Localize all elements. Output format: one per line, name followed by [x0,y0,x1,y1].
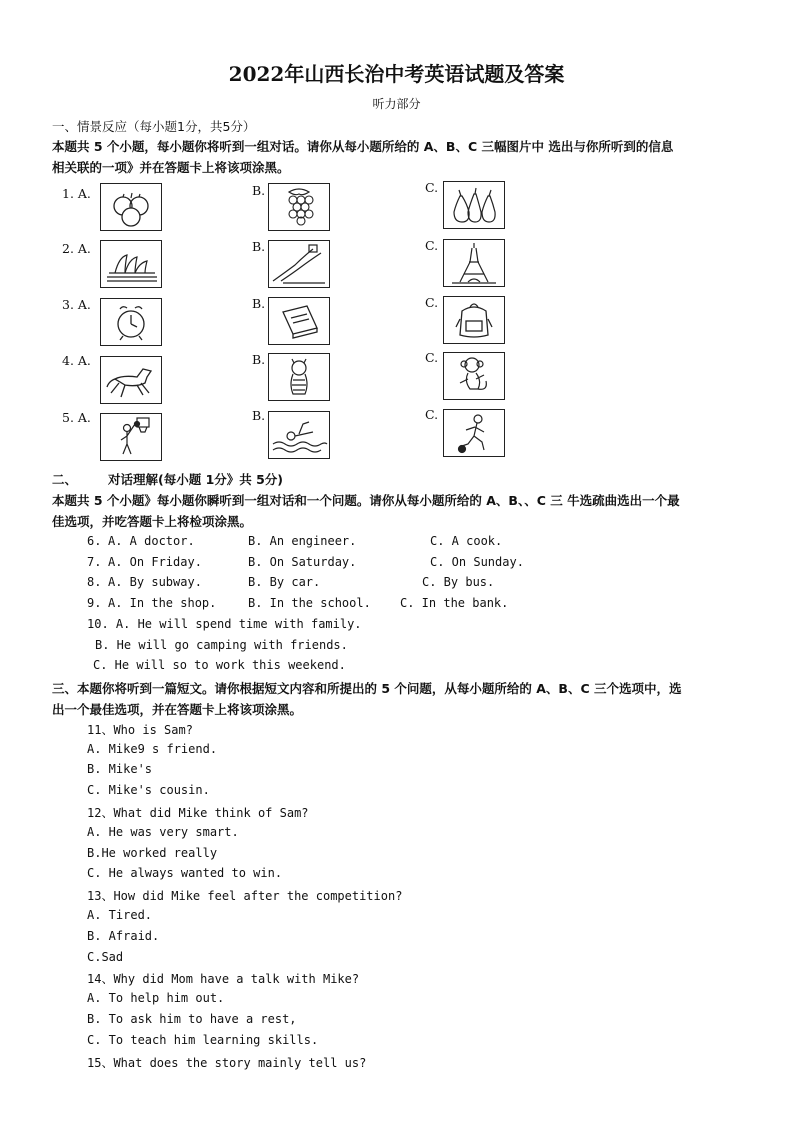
book-icon [269,298,329,344]
eiffel-tower-icon [444,240,504,286]
q8-option-b: B. By car. [248,575,321,589]
basketball-player-icon [101,414,161,460]
opera-house-icon [101,241,161,287]
soccer-player-icon [444,410,504,456]
q13-option-c: C.Sad [87,950,124,964]
q10-option-a: 10. A. He will spend time with family. [87,617,362,631]
q12-question: 12、What did Mike think of Sam? [87,806,309,820]
option-1c-pears[interactable] [443,181,505,229]
option-3b-book[interactable] [268,297,330,345]
q9-number: 9. [87,596,102,610]
page-title: 2022年山西长治中考英语试题及答案 [228,62,565,86]
q11-option-a: A. Mike9 s friend. [87,742,218,756]
q8-option-c: C. By bus. [422,575,495,589]
pears-icon [444,182,504,228]
q9-option-c: C. In the bank. [400,596,509,610]
option-2c-eiffel-tower[interactable] [443,239,505,287]
q10-option-c: C. He will so to work this weekend. [93,658,346,672]
section2-heading: 对话理解(每小题 1分》共 5分) [108,472,284,487]
q12-option-a: A. He was very smart. [87,825,239,839]
q7-option-c: C. On Sunday. [430,555,524,569]
q6-option-b: B. An engineer. [248,534,357,548]
q7-number: 7. [87,555,102,569]
q10-option-b: B. He will go camping with friends. [95,638,348,652]
q14-question: 14、Why did Mom have a talk with Mike? [87,972,360,986]
row1-label-c: C. [425,180,439,195]
option-4a-horse[interactable] [100,356,162,404]
q13-option-a: A. Tired. [87,908,153,922]
row4-label-b: B. [252,352,266,367]
q9-option-a: A. In the shop. [108,596,217,610]
grapes-icon [269,184,329,230]
great-wall-icon [269,241,329,287]
q7-option-a: A. On Friday. [108,555,202,569]
option-3c-backpack[interactable] [443,296,505,344]
option-3a-alarm-clock[interactable] [100,298,162,346]
section1-instruction-line2: 相关联的一项》并在答题卡上将该项涂黑。 [52,160,290,175]
option-4b-tiger[interactable] [268,353,330,401]
monkey-icon [444,353,504,399]
horse-icon [101,357,161,403]
row5-label-c: C. [425,407,439,422]
q14-option-a: A. To help him out. [87,991,225,1005]
row3-label-b: B. [252,296,266,311]
row5-label-a: 5. A. [62,410,91,425]
section2-instruction-line1: 本题共 5 个小题》每小题你瞬听到一组对话和一个问题。请你从每小题所给的 A、B、、C 三 牛选疏曲选出一个最 [52,493,680,508]
q11-option-b: B. Mike's [87,762,153,776]
row4-label-c: C. [425,350,439,365]
q6-number: 6. [87,534,102,548]
q6-option-a: A. A doctor. [108,534,195,548]
q11-question: 11、Who is Sam? [87,723,193,737]
page-subtitle: 听力部分 [372,97,421,111]
option-1b-grapes[interactable] [268,183,330,231]
section1-heading: 一、情景反应（每小题1分，共5分） [52,119,256,134]
q9-option-b: B. In the school. [248,596,371,610]
row2-label-a: 2. A. [62,241,91,256]
q12-option-b: B.He worked really [87,846,218,860]
option-1a-apples[interactable] [100,183,162,231]
section3-instruction-line1: 三、本题你将听到一篇短文。请你根据短文内容和所提出的 5 个问题，从每小题所给的 A、B、C 三个选项中，选 [52,681,682,696]
q13-question: 13、How did Mike feel after the competition? [87,889,403,903]
row1-label-b: B. [252,183,266,198]
section2-heading-number: 二、 [52,472,78,487]
option-4c-monkey[interactable] [443,352,505,400]
q15-question: 15、What does the story mainly tell us? [87,1056,367,1070]
row4-label-a: 4. A. [62,353,91,368]
q14-option-b: B. To ask him to have a rest, [87,1012,297,1026]
q8-number: 8. [87,575,102,589]
option-5c-soccer[interactable] [443,409,505,457]
row3-label-c: C. [425,295,439,310]
option-2a-opera-house[interactable] [100,240,162,288]
q11-option-c: C. Mike's cousin. [87,783,210,797]
row2-label-b: B. [252,239,266,254]
q13-option-b: B. Afraid. [87,929,160,943]
q6-option-c: C. A cook. [430,534,503,548]
q8-option-a: A. By subway. [108,575,202,589]
section2-instruction-line2: 佳选项，并吃答题卡上将检项涂黑。 [52,514,253,529]
tiger-icon [269,354,329,400]
option-5b-swimmer[interactable] [268,411,330,459]
option-5a-basketball[interactable] [100,413,162,461]
option-2b-great-wall[interactable] [268,240,330,288]
alarm-clock-icon [101,299,161,345]
q14-option-c: C. To teach him learning skills. [87,1033,319,1047]
apples-icon [101,184,161,230]
q12-option-c: C. He always wanted to win. [87,866,283,880]
row2-label-c: C. [425,238,439,253]
backpack-icon [444,297,504,343]
row5-label-b: B. [252,408,266,423]
row3-label-a: 3. A. [62,297,91,312]
q7-option-b: B. On Saturday. [248,555,357,569]
section3-instruction-line2: 出一个最佳选项，并在答题卡上将该项涂黑。 [52,702,303,717]
swimmer-icon [269,412,329,458]
row1-label-a: 1. A. [62,186,91,201]
section1-instruction-line1: 本题共 5 个小题，每小题你将听到一组对话。请你从每小题所给的 A、B、C 三幅图片中 选出与你所听到的信息 [52,139,674,154]
